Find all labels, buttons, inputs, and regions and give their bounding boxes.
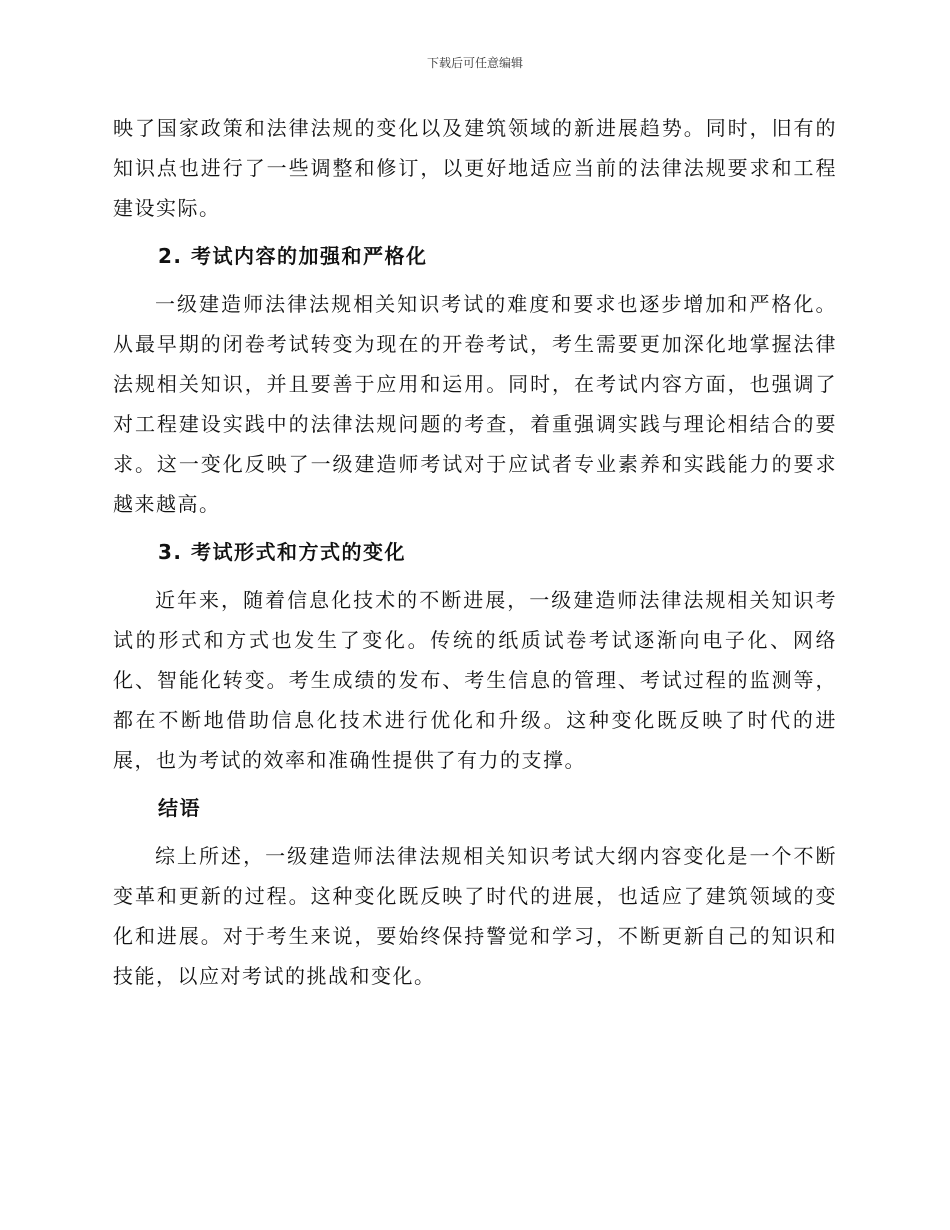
conclusion-paragraph: 综上所述，一级建造师法律法规相关知识考试大纲内容变化是一个不断变革和更新的过程。这种变化既反映了时代的进展，也适应了建筑领域的变化和进展。对于考生来说，要始终保持警觉和学习，不断更新自己的知识和技能，以应对考试的挑战和变化。	[113, 844, 837, 988]
section-2-paragraph: 一级建造师法律法规相关知识考试的难度和要求也逐步增加和严格化。从最早期的闭卷考试转变为现在的开卷考试，考生需要更加深化地掌握法律法规相关知识，并且要善于应用和运用。同时，在考试内容方面，也强调了对工程建设实践中的法律法规问题的考查，着重强调实践与理论相结合的要求。这一变化反映了一级建造师考试对于应试者专业素养和实践能力的要求越来越高。	[113, 292, 837, 516]
conclusion-heading: 结语	[158, 796, 201, 820]
section-3-paragraph: 近年来，随着信息化技术的不断进展，一级建造师法律法规相关知识考试的形式和方式也发生了变化。传统的纸质试卷考试逐渐向电子化、网络化、智能化转变。考生成绩的发布、考生信息的管理、考试过程的监测等，都在不断地借助信息化技术进行优化和升级。这种变化既反映了时代的进展，也为考试的效率和准确性提供了有力的支撑。	[113, 588, 837, 772]
page-header: 下载后可任意编辑	[426, 56, 523, 70]
section-3-heading: 3. 考试形式和方式的变化	[158, 540, 406, 564]
section-2-heading: 2. 考试内容的加强和严格化	[158, 244, 428, 268]
document-body	[113, 108, 837, 996]
intro-paragraph: 映了国家政策和法律法规的变化以及建筑领域的新进展趋势。同时，旧有的知识点也进行了一些调整和修订，以更好地适应当前的法律法规要求和工程建设实际。	[113, 116, 837, 220]
